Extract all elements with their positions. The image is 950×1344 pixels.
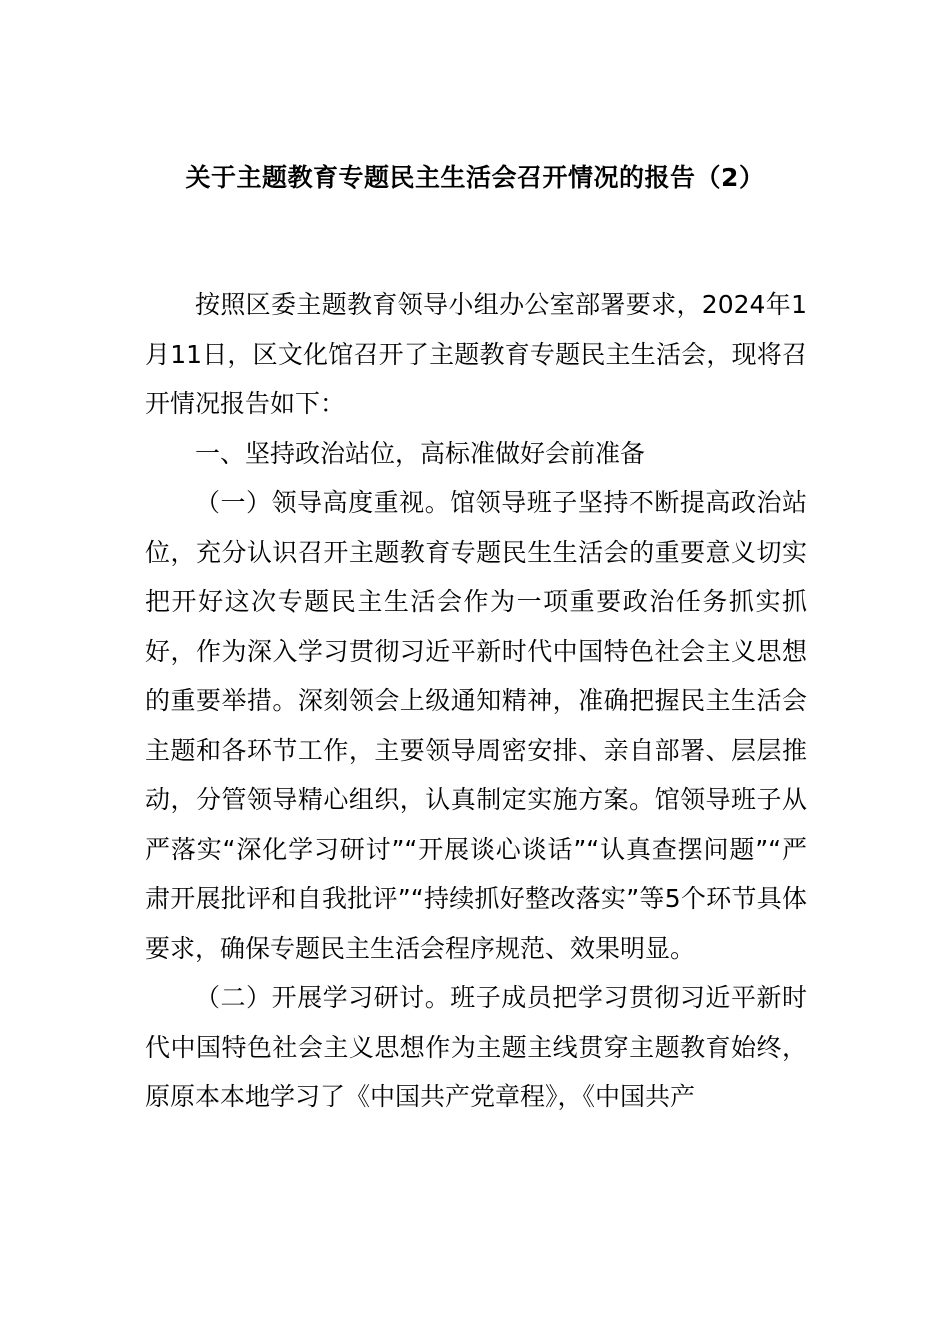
paragraph-leadership: （一）领导高度重视。馆领导班子坚持不断提高政治站位，充分认识召开主题教育专题民生生活会的重要意义切实把开好这次专题民主生活会作为一项重要政治任务抓实抓好，作为深入学习贯彻习近平新时代中国特色社会主义思想的重要举措。深刻领会上级通知精神，准确把握民主生活会主题和各环节工作，主要领导周密安排、亲自部署、层层推动，分管领导精心组织，认真制定实施方案。馆领导班子从严落实“深化学习研讨”“开展谈心谈话”“认真查摆问题”“严肃开展批评和自我批评”“持续抓好整改落实”等5个环节具体要求，确保专题民主生活会程序规范、效果明显。 — [145, 488, 807, 963]
document-body — [145, 280, 807, 1122]
paragraph-intro: 按照区委主题教育领导小组办公室部署要求，2024年1月11日，区文化馆召开了主题教育专题民主生活会，现将召开情况报告如下： — [145, 290, 807, 418]
section-heading-1: 一、坚持政治站位，高标准做好会前准备 — [195, 438, 646, 468]
paragraph-study: （二）开展学习研讨。班子成员把学习贯彻习近平新时代中国特色社会主义思想作为主题主线贯穿主题教育始终，原原本本地学习了《中国共产党章程》，《中国共产 — [145, 983, 807, 1111]
document-title: 关于主题教育专题民主生活会召开情况的报告（2） — [185, 163, 765, 192]
